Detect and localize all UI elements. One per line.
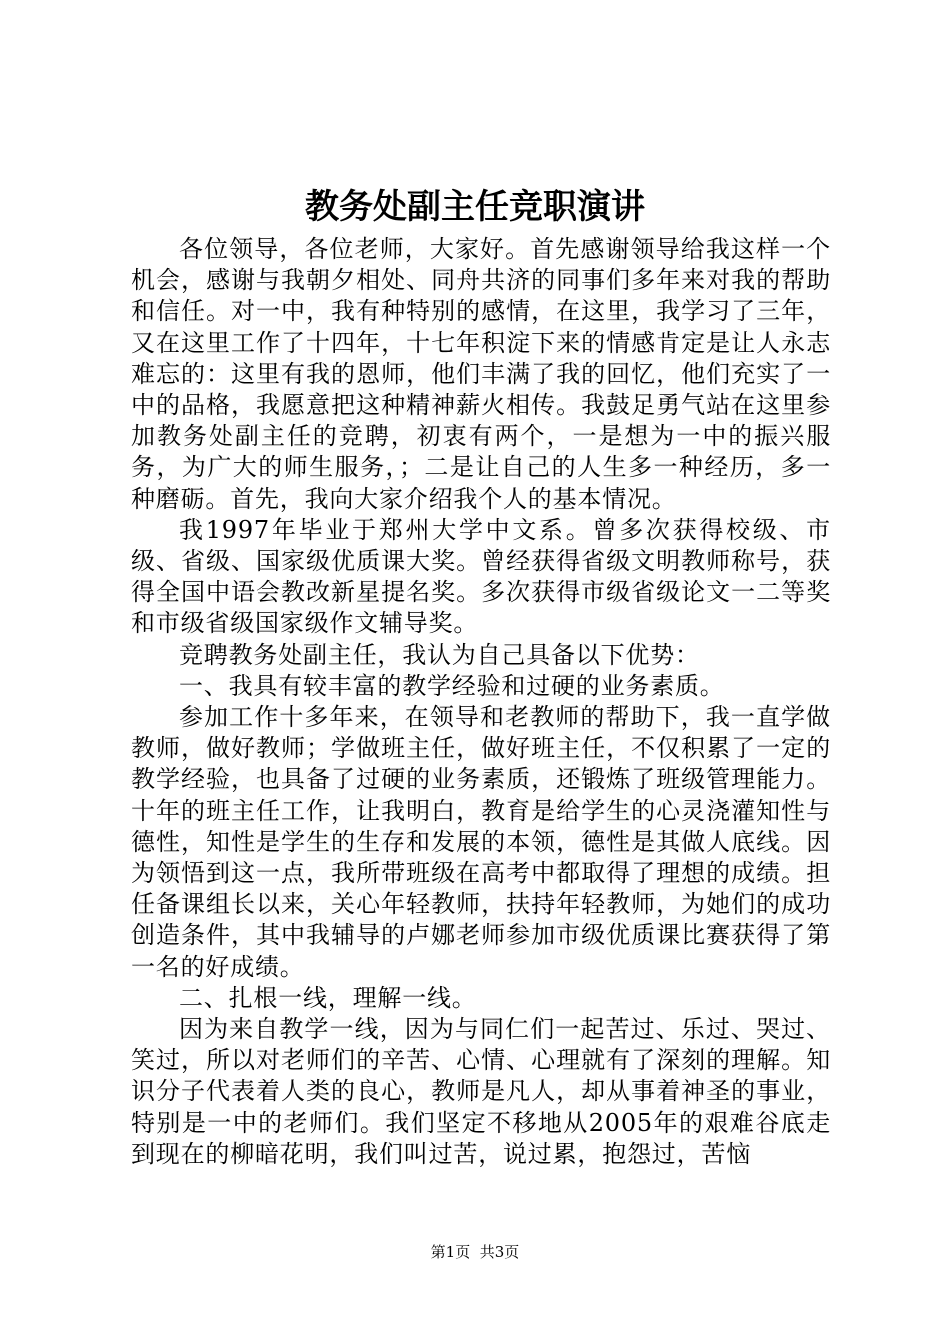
page-number: 第1页 xyxy=(430,1243,471,1261)
page-total: 共3页 xyxy=(479,1243,520,1261)
document-title: 教务处副主任竞职演讲 xyxy=(305,187,645,227)
paragraph-background: 我1997年毕业于郑州大学中文系。曾多次获得校级、市级、省级、国家级优质课大奖。曾经获得省级文明教师称号，获得全国中语会教改新星提名奖。多次获得市级省级论文一二等奖和市级省级国家级作文辅导奖。 xyxy=(131,515,831,638)
heading-advantage-one: 一、我具有较丰富的教学经验和过硬的业务素质。 xyxy=(179,671,725,700)
page-footer xyxy=(0,1242,950,1262)
paragraph-frontline: 因为来自教学一线，因为与同仁们一起苦过、乐过、哭过、笑过，所以对老师们的辛苦、心情、心理就有了深刻的理解。知识分子代表着人类的良心，教师是凡人，却从事着神圣的事业，特别是一中的老师们。我们坚定不移地从2005年的艰难谷底走到现在的柳暗花明，我们叫过苦，说过累，抱怨过，苦恼 xyxy=(131,1015,831,1168)
paragraph-teaching-experience: 参加工作十多年来，在领导和老教师的帮助下，我一直学做教师，做好教师；学做班主任，做好班主任，不仅积累了一定的教学经验，也具备了过硬的业务素质，还锻炼了班级管理能力。十年的班主任工作，让我明白，教育是给学生的心灵浇灌知性与德性，知性是学生的生存和发展的本领，德性是其做人底线。因为领悟到这一点，我所带班级在高考中都取得了理想的成绩。担任备课组长以来，关心年轻教师，扶持年轻教师，为她们的成功创造条件，其中我辅导的卢娜老师参加市级优质课比赛获得了第一名的好成绩。 xyxy=(131,703,831,981)
paragraph-greeting: 各位领导，各位老师，大家好。首先感谢领导给我这样一个机会，感谢与我朝夕相处、同舟共济的同事们多年来对我的帮助和信任。对一中，我有种特别的感情，在这里，我学习了三年，又在这里工作了十四年，十七年积淀下来的情感肯定是让人永志难忘的：这里有我的恩师，他们丰满了我的回忆，他们充实了一中的品格，我愿意把这种精神薪火相传。我鼓足勇气站在这里参加教务处副主任的竞聘，初衷有两个，一是想为一中的振兴服务，为广大的师生服务，；二是让自己的人生多一种经历，多一种磨砺。首先，我向大家介绍我个人的基本情况。 xyxy=(131,235,831,513)
heading-advantage-two: 二、扎根一线，理解一线。 xyxy=(179,983,477,1012)
document-body xyxy=(131,234,831,1170)
paragraph-advantages-intro: 竞聘教务处副主任，我认为自己具备以下优势： xyxy=(179,640,700,669)
